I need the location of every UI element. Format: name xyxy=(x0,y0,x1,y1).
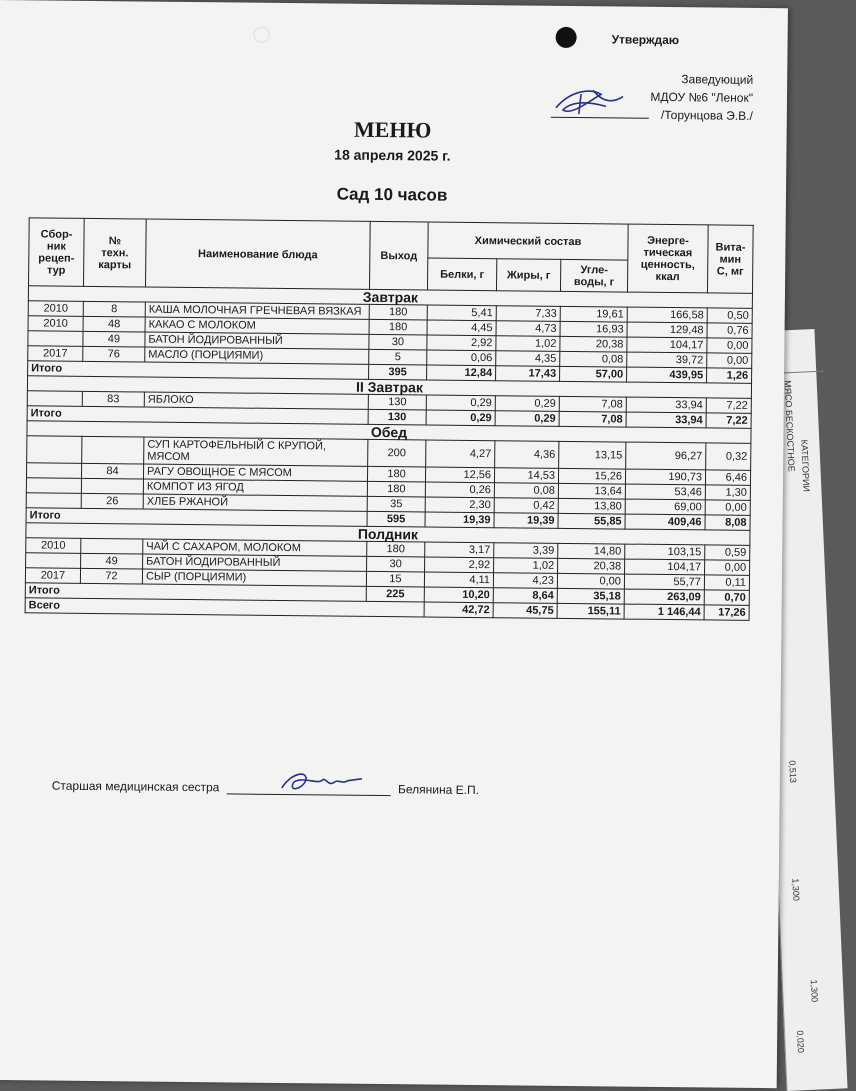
dish-output: 180 xyxy=(369,304,427,320)
dish-name: ЧАЙ С САХАРОМ, МОЛОКОМ xyxy=(143,539,367,556)
card-number xyxy=(81,538,143,554)
director-signature xyxy=(551,80,631,121)
total-fat: 0,29 xyxy=(495,411,559,427)
document-date: 18 апреля 2025 г. xyxy=(334,146,451,164)
dish-name: ХЛЕБ РЖАНОЙ xyxy=(143,494,367,511)
dish-output: 15 xyxy=(366,571,424,587)
dish-output: 180 xyxy=(367,466,425,482)
carbs-value: 19,61 xyxy=(560,306,627,322)
protein-value: 2,30 xyxy=(425,497,494,513)
header-collection: Сбор- ник рецеп- тур xyxy=(29,218,85,287)
energy-value: 103,15 xyxy=(625,544,705,560)
protein-value: 0,06 xyxy=(427,350,496,366)
total-carbs: 57,00 xyxy=(560,366,627,382)
carbs-value: 0,08 xyxy=(560,351,627,367)
dish-output: 180 xyxy=(367,541,425,557)
header-fat: Жиры, г xyxy=(496,259,560,292)
total-fat: 19,39 xyxy=(494,513,558,529)
total-protein: 10,20 xyxy=(424,587,493,603)
fat-value: 1,02 xyxy=(494,558,558,574)
dish-output: 130 xyxy=(368,394,426,410)
card-number: 48 xyxy=(83,316,145,332)
energy-value: 39,72 xyxy=(627,352,707,368)
collection-year xyxy=(28,331,83,347)
carbs-value: 13,80 xyxy=(558,498,625,514)
card-number xyxy=(82,436,144,464)
vitamin-value: 0,00 xyxy=(707,353,752,368)
approver-position: Заведующий xyxy=(681,72,754,87)
fat-value: 14,53 xyxy=(494,468,558,484)
section-title: Полдник xyxy=(26,523,750,546)
grand-total-protein: 42,72 xyxy=(424,602,493,618)
dish-name: МАСЛО (ПОРЦИЯМИ) xyxy=(145,347,369,364)
energy-value: 129,48 xyxy=(627,322,707,338)
energy-value: 190,73 xyxy=(625,469,705,485)
total-vitamin: 0,70 xyxy=(704,590,749,605)
header-energy: Энерге- тическая ценность, ккал xyxy=(627,224,708,293)
energy-value: 96,27 xyxy=(626,442,706,470)
carbs-value: 13,64 xyxy=(558,483,625,499)
vitamin-value: 0,00 xyxy=(705,560,750,575)
card-number xyxy=(81,478,143,494)
collection-year: 2010 xyxy=(28,316,83,332)
back-sheet-text: МЯСО БЕСКОСТНОЕ xyxy=(782,380,797,472)
collection-year: 2017 xyxy=(25,568,80,584)
nurse-role: Старшая медицинская сестра xyxy=(51,778,220,795)
total-protein: 0,29 xyxy=(426,410,495,426)
protein-value: 3,17 xyxy=(425,542,494,558)
card-number: 83 xyxy=(82,391,144,407)
total-output: 130 xyxy=(368,409,426,425)
total-protein: 19,39 xyxy=(425,512,494,528)
protein-value: 2,92 xyxy=(425,557,494,573)
total-label: Итого xyxy=(26,508,367,527)
punch-hole xyxy=(556,27,577,48)
card-number: 26 xyxy=(81,493,143,509)
total-energy: 409,46 xyxy=(625,514,705,530)
fat-value: 4,36 xyxy=(495,441,559,469)
protein-value: 4,11 xyxy=(424,572,493,588)
total-carbs: 35,18 xyxy=(557,588,624,604)
dish-name: СУП КАРТОФЕЛЬНЫЙ С КРУПОЙ, МЯСОМ xyxy=(144,437,368,466)
header-card: № техн. карты xyxy=(84,218,147,287)
total-output: 225 xyxy=(366,586,424,602)
dish-name: КАША МОЛОЧНАЯ ГРЕЧНЕВАЯ ВЯЗКАЯ xyxy=(145,302,369,319)
collection-year xyxy=(26,478,81,494)
fat-value: 7,33 xyxy=(496,306,560,322)
grand-total-fat: 45,75 xyxy=(493,603,557,619)
document-title: МЕНЮ xyxy=(353,116,432,143)
back-sheet-number: 0,513 xyxy=(787,760,799,784)
approver-name: /Торунцова Э.В./ xyxy=(660,107,753,123)
dish-name: ЯБЛОКО xyxy=(144,392,368,409)
vitamin-value: 0,00 xyxy=(707,338,752,353)
vitamin-value: 0,59 xyxy=(705,545,750,560)
back-sheet-number: 0,020 xyxy=(794,1030,806,1054)
fat-value: 4,23 xyxy=(493,573,557,589)
total-energy: 263,09 xyxy=(624,589,704,605)
fat-value: 4,73 xyxy=(496,321,560,337)
carbs-value: 14,80 xyxy=(558,543,625,559)
header-output: Выход xyxy=(369,221,428,290)
fat-value: 1,02 xyxy=(496,336,560,352)
header-chemical: Химический состав xyxy=(428,222,628,260)
vitamin-value: 7,22 xyxy=(706,398,751,413)
vitamin-value: 0,11 xyxy=(704,575,749,590)
total-output: 395 xyxy=(369,364,427,380)
collection-year xyxy=(26,463,81,479)
card-number: 49 xyxy=(83,331,145,347)
vitamin-value: 6,46 xyxy=(705,470,750,485)
dish-output: 30 xyxy=(369,334,427,350)
dish-name: БАТОН ЙОДИРОВАННЫЙ xyxy=(143,554,367,571)
dish-name: КАКАО С МОЛОКОМ xyxy=(145,317,369,334)
carbs-value: 7,08 xyxy=(559,396,626,412)
card-number: 72 xyxy=(80,568,142,584)
carbs-value: 0,00 xyxy=(557,573,624,589)
card-number: 8 xyxy=(83,301,145,317)
footer-signature xyxy=(52,778,479,797)
protein-value: 0,26 xyxy=(425,482,494,498)
carbs-value: 16,93 xyxy=(560,321,627,337)
carbs-value: 20,38 xyxy=(558,558,625,574)
dish-output: 5 xyxy=(369,349,427,365)
dish-output: 35 xyxy=(367,496,425,512)
vitamin-value: 0,00 xyxy=(705,500,750,515)
grand-total-vitamin: 17,26 xyxy=(704,605,749,620)
dish-output: 180 xyxy=(367,481,425,497)
back-sheet-text: КАТЕГОРИИ xyxy=(799,439,812,493)
collection-year: 2017 xyxy=(28,346,83,362)
header-protein: Белки, г xyxy=(427,258,496,291)
menu-table xyxy=(25,217,754,621)
energy-value: 55,77 xyxy=(624,574,704,590)
energy-value: 33,94 xyxy=(626,397,706,413)
section-title: II Завтрак xyxy=(27,376,751,399)
vitamin-value: 0,32 xyxy=(706,443,751,470)
total-label: Итого xyxy=(28,361,369,380)
total-fat: 17,43 xyxy=(496,366,560,382)
header-carbs: Угле- воды, г xyxy=(560,259,627,292)
total-label: Итого xyxy=(27,406,368,425)
grand-total-carbs: 155,11 xyxy=(557,603,624,619)
grand-total-label: Всего xyxy=(25,598,424,617)
protein-value: 0,29 xyxy=(426,395,495,411)
collection-year xyxy=(26,553,81,569)
protein-value: 5,41 xyxy=(427,305,496,321)
energy-value: 104,17 xyxy=(627,337,707,353)
card-number: 49 xyxy=(81,553,143,569)
collection-year xyxy=(26,493,81,509)
header-dish: Наименование блюда xyxy=(146,219,371,289)
total-energy: 439,95 xyxy=(627,367,707,383)
total-carbs: 55,85 xyxy=(558,513,625,529)
dish-name: КОМПОТ ИЗ ЯГОД xyxy=(143,479,367,496)
header-vitamin: Вита- мин С, мг xyxy=(707,225,753,293)
dish-output: 30 xyxy=(367,556,425,572)
total-vitamin: 1,26 xyxy=(707,368,752,383)
section-title: Завтрак xyxy=(28,286,752,309)
energy-value: 69,00 xyxy=(625,499,705,515)
carbs-value: 20,38 xyxy=(560,336,627,352)
grand-total-energy: 1 146,44 xyxy=(624,604,704,620)
collection-year xyxy=(27,436,82,464)
total-output: 595 xyxy=(367,511,425,527)
fat-value: 4,35 xyxy=(496,351,560,367)
protein-value: 4,27 xyxy=(426,440,495,468)
fat-value: 0,08 xyxy=(494,483,558,499)
dish-name: СЫР (ПОРЦИЯМИ) xyxy=(142,569,366,586)
back-sheet-number: 1,300 xyxy=(808,979,820,1003)
energy-value: 104,17 xyxy=(625,559,705,575)
collection-year: 2010 xyxy=(28,301,83,317)
dish-name: БАТОН ЙОДИРОВАННЫЙ xyxy=(145,332,369,349)
approval-label: Утверждаю xyxy=(611,32,680,48)
dish-output: 180 xyxy=(369,319,427,335)
collection-year xyxy=(27,391,82,407)
back-sheet-number: 1,300 xyxy=(790,878,802,902)
document-subtitle: Сад 10 часов xyxy=(336,184,448,205)
organization-name: МДОУ №6 "Ленок" xyxy=(650,89,754,105)
fat-value: 0,29 xyxy=(495,396,559,412)
energy-value: 53,46 xyxy=(625,484,705,500)
carbs-value: 13,15 xyxy=(559,441,626,469)
total-vitamin: 7,22 xyxy=(706,413,751,428)
total-energy: 33,94 xyxy=(626,412,706,428)
energy-value: 166,58 xyxy=(627,307,707,323)
card-number: 84 xyxy=(81,463,143,479)
total-fat: 8,64 xyxy=(493,588,557,604)
protein-value: 2,92 xyxy=(427,335,496,351)
section-title: Обед xyxy=(27,421,751,444)
nurse-signature xyxy=(278,766,368,799)
total-label: Итого xyxy=(25,583,366,602)
total-carbs: 7,08 xyxy=(559,411,626,427)
total-vitamin: 8,08 xyxy=(705,515,750,530)
vitamin-value: 1,30 xyxy=(705,485,750,500)
carbs-value: 15,26 xyxy=(558,468,625,484)
vitamin-value: 0,50 xyxy=(707,308,752,323)
protein-value: 4,45 xyxy=(427,320,496,336)
fat-value: 3,39 xyxy=(494,543,558,559)
dish-output: 200 xyxy=(368,439,426,467)
card-number: 76 xyxy=(83,346,145,362)
total-protein: 12,84 xyxy=(427,365,496,381)
punch-hole-mark xyxy=(254,27,270,43)
protein-value: 12,56 xyxy=(425,467,494,483)
fat-value: 0,42 xyxy=(494,498,558,514)
nurse-name: Белянина Е.П. xyxy=(397,782,480,798)
vitamin-value: 0,76 xyxy=(707,323,752,338)
collection-year: 2010 xyxy=(26,538,81,554)
dish-name: РАГУ ОВОЩНОЕ С МЯСОМ xyxy=(143,464,367,481)
